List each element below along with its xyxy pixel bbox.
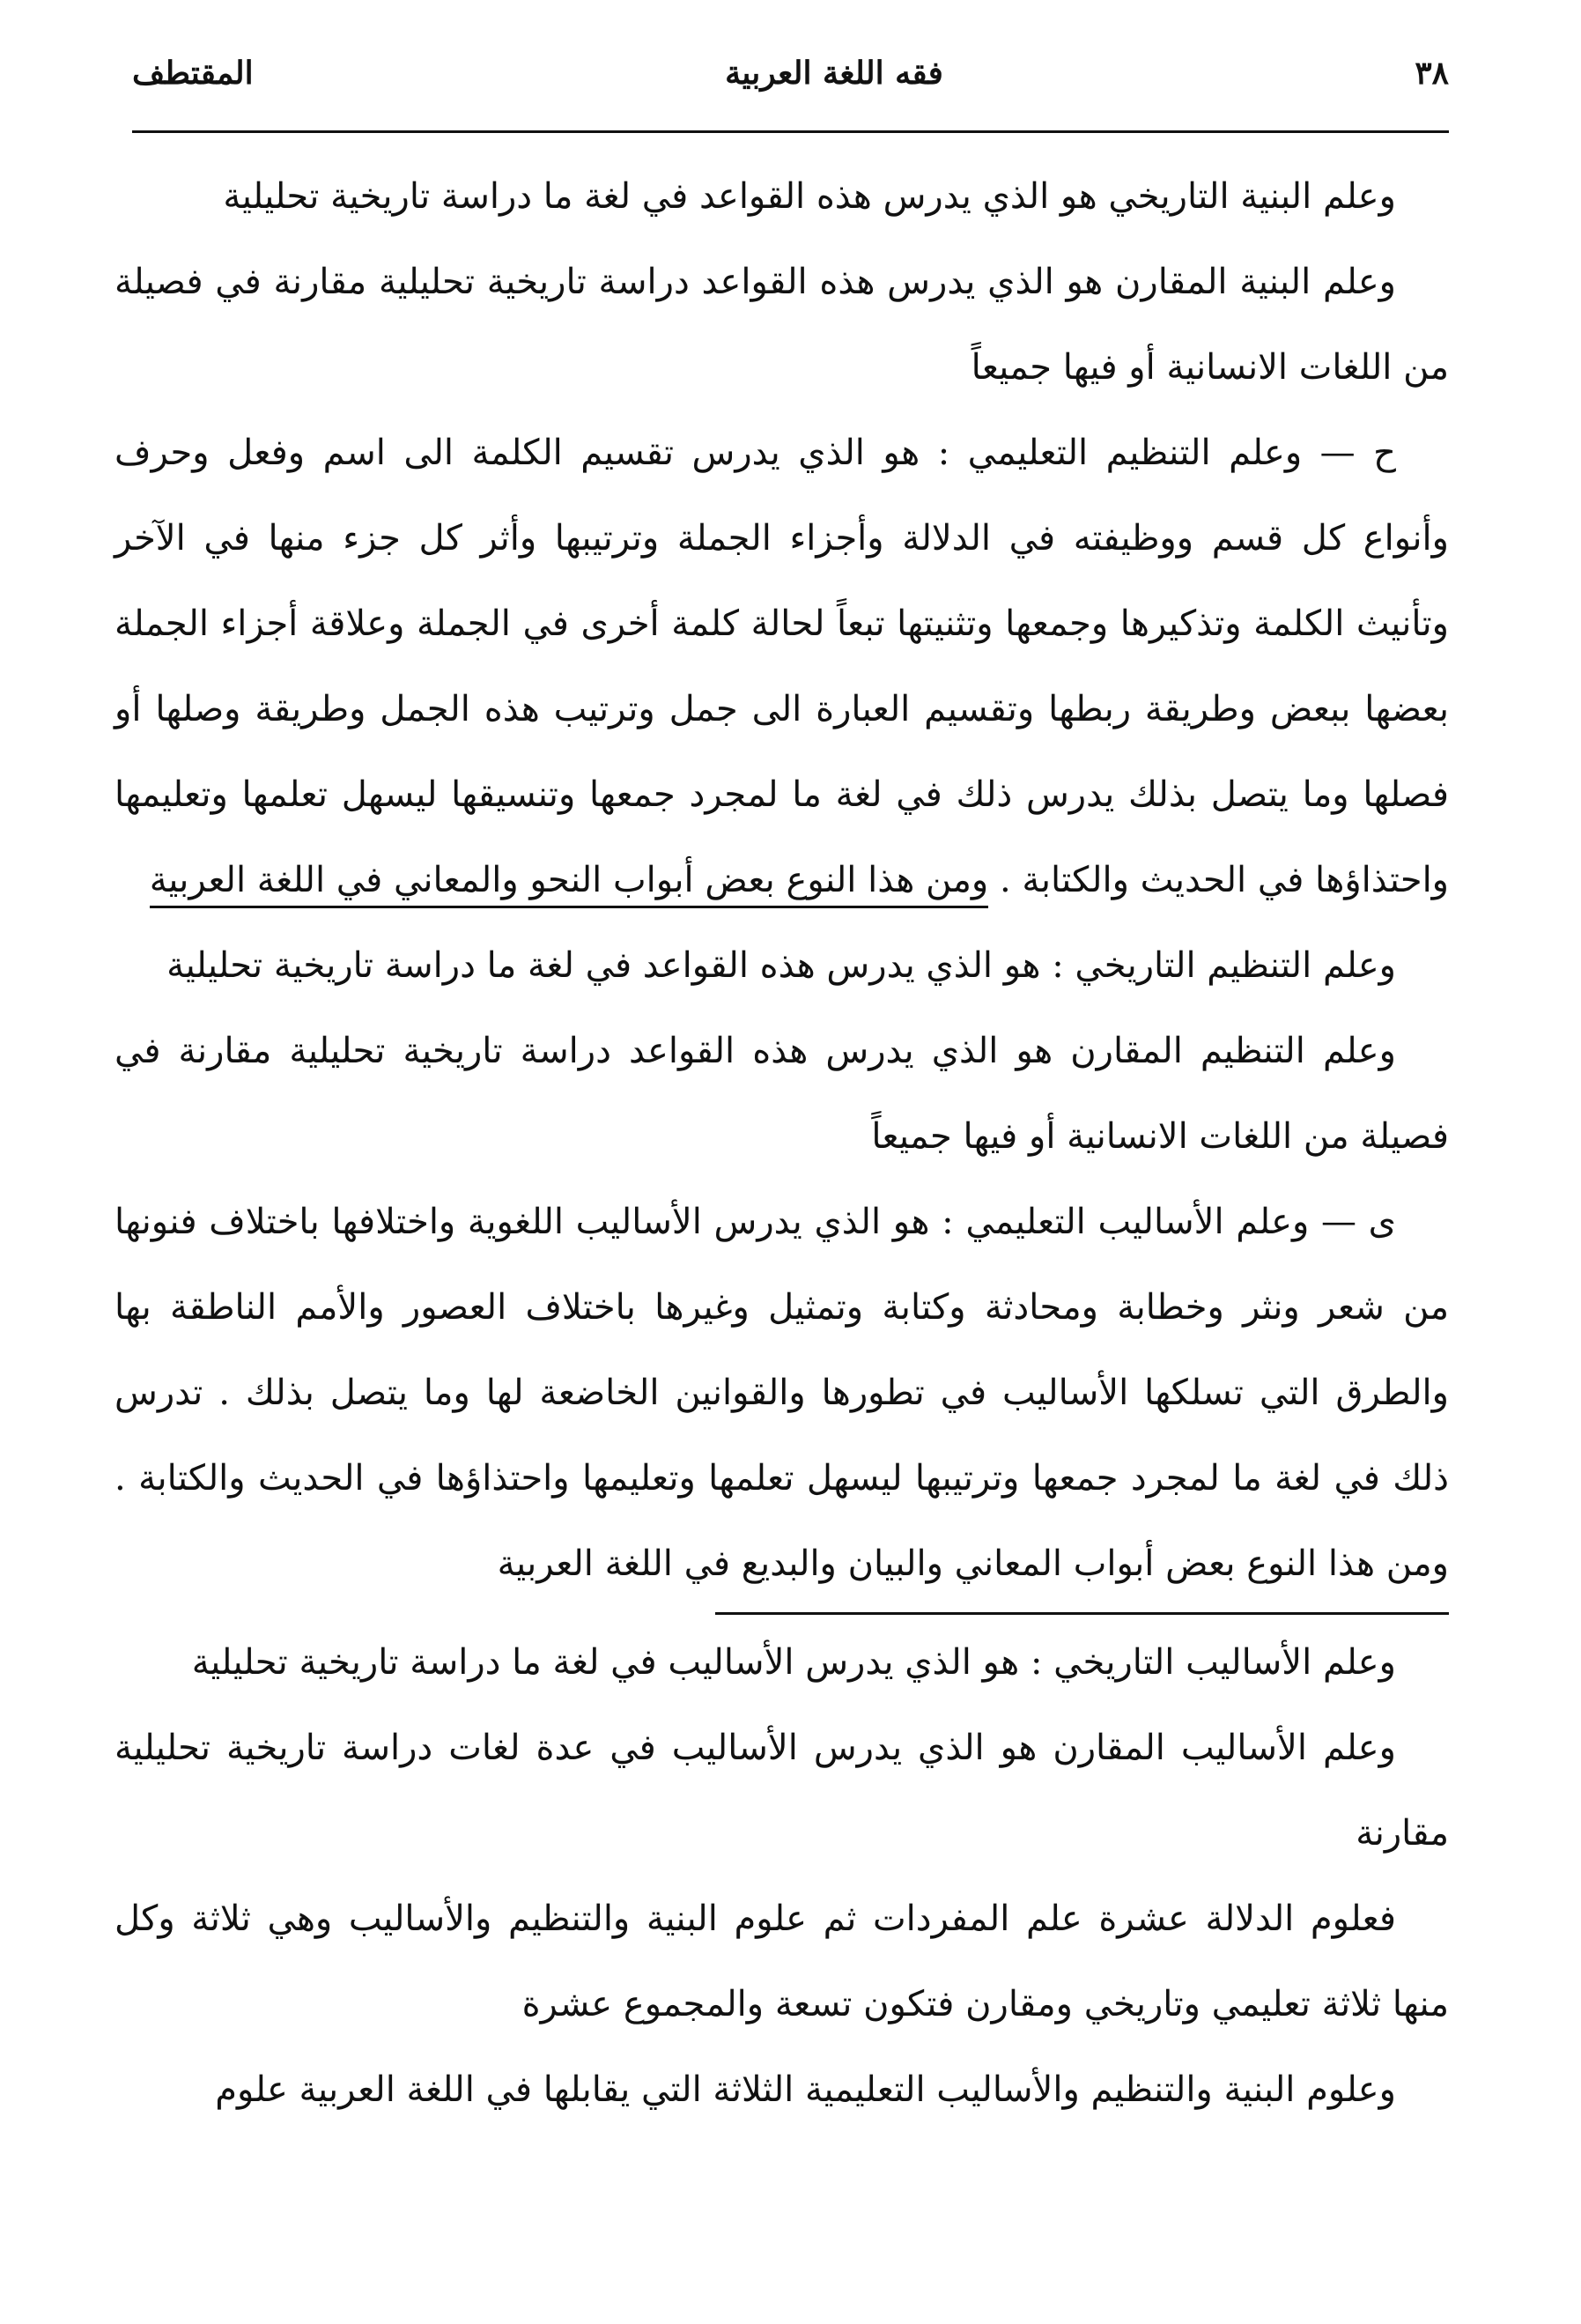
journal-name: المقتطف	[132, 55, 254, 92]
paragraph-instructional-syntax	[115, 411, 1449, 923]
syntax-definition: ح — وعلم التنظيم التعليمي : هو الذي يدرس تقسيم الكلمة الى اسم وفعل وحرف وأنواع كل قسم ووظيفته في الدلالة وأجزاء الجملة وترتيبها وأثر كل جزء منها في الآخر وتأنيث الكلمة وتذكيرها وجمعها وتثنيتها تبعاً لحالة كلمة أخرى في الجملة وعلاقة أجزاء الجملة بعضها ببعض وطريقة ربطها وتقسيم العبارة الى جمل وترتيب هذه الجمل وطريقة وصلها أو فصلها وما يتصل بذلك يدرس ذلك في لغة ما لمجرد جمعها وتنسيقها ليسهل تعلمها وتعليمها واحتذاؤها في الحديث والكتابة .	[115, 433, 1449, 900]
header-rule	[132, 130, 1449, 133]
paragraph-historical-syntax: وعلم التنظيم التاريخي : هو الذي يدرس هذه القواعد في لغة ما دراسة تاريخية تحليلية	[166, 945, 1396, 986]
body-text	[115, 154, 1449, 2133]
paragraph-historical-style: وعلم الأساليب التاريخي : هو الذي يدرس الأساليب في لغة ما دراسة تاريخية تحليلية	[191, 1642, 1396, 1683]
paragraph-historical-structure: وعلم البنية التاريخي هو الذي يدرس هذه القواعد في لغة ما دراسة تاريخية تحليلية	[223, 176, 1396, 217]
paragraph-continuation: وعلوم البنية والتنظيم والأساليب التعليمية الثلاثة التي يقابلها في اللغة العربية علوم	[215, 2069, 1396, 2110]
running-title: فقه اللغة العربية	[725, 55, 943, 92]
paragraph-instructional-style: ى — وعلم الأساليب التعليمي : هو الذي يدرس الأساليب اللغوية واختلافها باختلاف فنونها من شعر ونثر وخطابة ومحادثة وكتابة وتمثيل وغيرها باختلاف العصور والأمم الناطقة بها والطرق التي تسلكها الأساليب في تطورها والقوانين الخاضعة لها وما يتصل بذلك . تدرس ذلك في لغة ما لمجرد جمعها وترتيبها ليسهل تعلمها وتعليمها واحتذاؤها في الحديث والكتابة . ومن هذا النوع بعض أبواب المعاني والبيان والبديع في اللغة العربية	[115, 1202, 1449, 1584]
section-rule	[715, 1612, 1449, 1615]
paragraph-comparative-syntax: وعلم التنظيم المقارن هو الذي يدرس هذه القواعد دراسة تاريخية تحليلية مقارنة في فصيلة من اللغات الانسانية أو فيها جميعاً	[115, 1031, 1449, 1157]
paragraph-comparative-structure: وعلم البنية المقارن هو الذي يدرس هذه القواعد دراسة تاريخية تحليلية مقارنة في فصيلة من اللغات الانسانية أو فيها جميعاً	[115, 262, 1449, 388]
paragraph-comparative-style: وعلم الأساليب المقارن هو الذي يدرس الأساليب في عدة لغات دراسة تاريخية تحليلية مقارنة	[115, 1728, 1449, 1854]
running-header	[132, 42, 1449, 104]
syntax-arabic-examples: ومن هذا النوع بعض أبواب النحو والمعاني في اللغة العربية	[150, 860, 988, 908]
paragraph-summary: فعلوم الدلالة عشرة علم المفردات ثم علوم البنية والتنظيم والأساليب وهي ثلاثة وكل منها ثلاثة تعليمي وتاريخي ومقارن فتكون تسعة والمجموع عشرة	[115, 1898, 1449, 2024]
page-number: ٣٨	[1415, 55, 1449, 92]
